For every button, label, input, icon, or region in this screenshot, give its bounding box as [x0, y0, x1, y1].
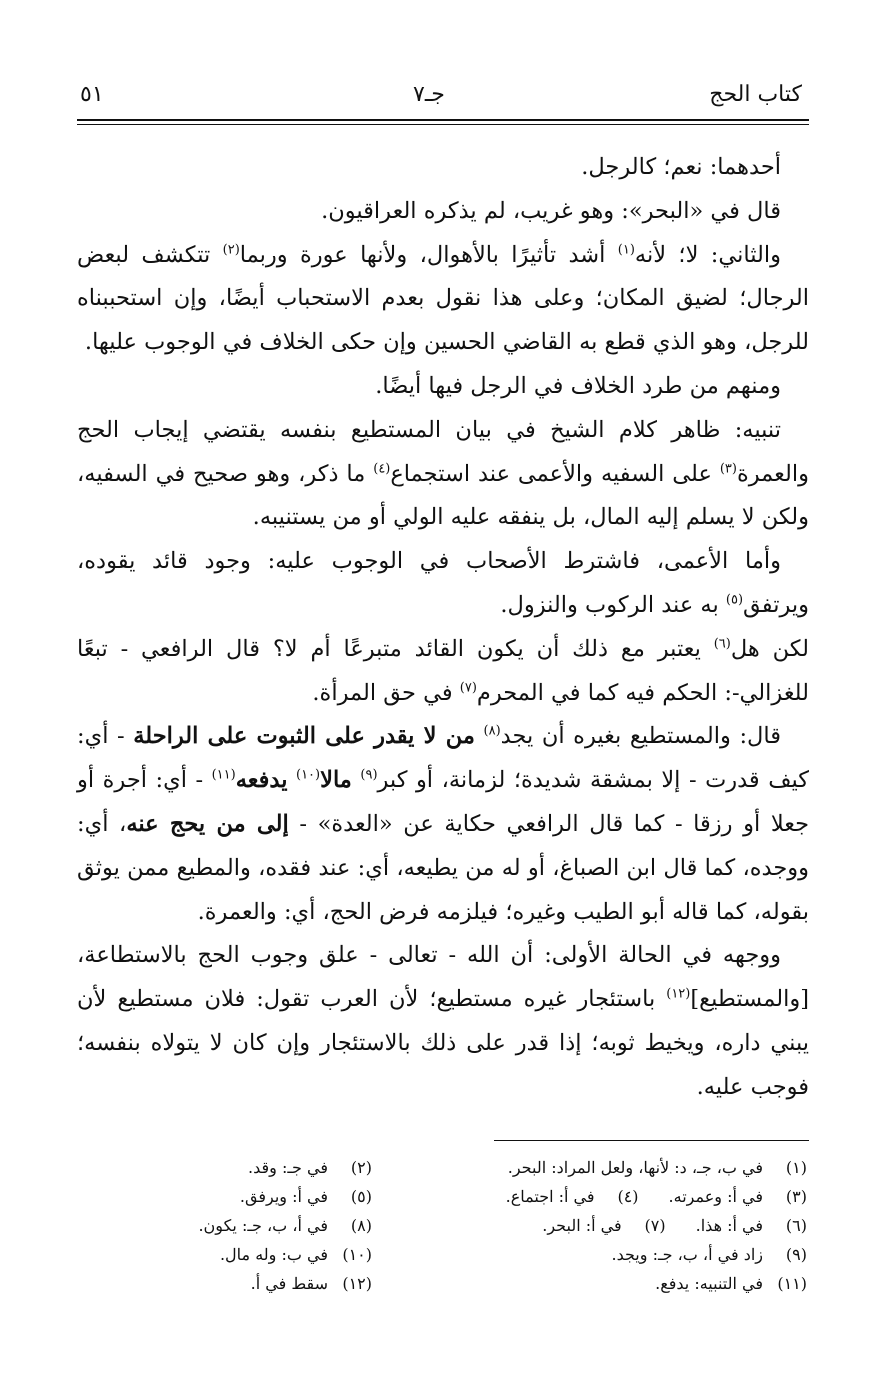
footnote-number: (١) — [785, 1158, 807, 1177]
main-text — [77, 146, 809, 1110]
paragraph — [77, 190, 809, 234]
text-run: تتكشف لبعض الرجال؛ لضيق المكان؛ وعلى هذا نقول بعدم الاستحباب أيضًا، وإن استحببناه للرجل، وهو الذي قطع به القاضي الحسين وإن حكى الخلاف في الوجوب عليها. — [77, 241, 809, 356]
footnote-line — [198, 1269, 372, 1298]
footnote-text: في ب: وله مال. — [219, 1245, 328, 1264]
footnote-number: (٦) — [785, 1216, 807, 1235]
text-run: ومنهم من طرد الخلاف في الرجل فيها أيضًا. — [375, 372, 781, 399]
text-run: وأما الأعمى، فاشترط الأصحاب في الوجوب عليه: وجود قائد يقوده، ويرتفق — [77, 548, 809, 618]
footnote-number: (١١) — [777, 1274, 807, 1293]
text-run: أحدهما: نعم؛ كالرجل. — [581, 154, 781, 180]
footnote-ref: (٧) — [459, 680, 477, 696]
bold-text: مالا — [320, 767, 352, 794]
footnote-text: زاد في أ، ب، جـ: ويجد. — [611, 1245, 763, 1264]
text-run: لكن هل — [730, 635, 809, 662]
footnote-line — [506, 1182, 807, 1211]
footnote-ref: (٥) — [725, 592, 744, 608]
paragraph — [77, 146, 809, 190]
footnote-line — [198, 1240, 372, 1269]
footnote-ref: (٢) — [222, 242, 240, 258]
footnote-line — [198, 1182, 372, 1211]
footnote-line — [506, 1211, 807, 1240]
footnote-text: في أ: البحر. — [542, 1216, 622, 1235]
footnote-text: في أ: اجتماع. — [505, 1187, 595, 1206]
bold-text: إلى من يحج عنه — [126, 810, 289, 837]
text-run: في حق المرأة. — [312, 679, 460, 706]
text-run — [287, 767, 296, 793]
text-run: - أي: أجرة أو جعلا أو رزقا - كما قال الرافعي حكاية عن «العدة» - — [77, 767, 810, 837]
text-run: على السفيه والأعمى عند استجماع — [390, 460, 720, 487]
paragraph — [77, 934, 809, 1109]
text-run: قال في «البحر»: وهو غريب، لم يذكره العراقيون. — [321, 197, 781, 224]
bold-text: من لا يقدر على الثبوت على الراحلة — [133, 723, 475, 750]
text-run: والثاني: لا؛ لأنه — [634, 241, 781, 268]
footnote-text: في أ: هذا. — [695, 1216, 763, 1235]
footnote-separator — [494, 1140, 809, 1141]
footnote-ref: (٦) — [713, 636, 731, 652]
footnote-ref: (٣) — [719, 461, 737, 477]
footnote-number: (٣) — [785, 1187, 807, 1206]
footnote-line — [506, 1269, 807, 1298]
footnote-ref: (٨) — [483, 723, 501, 739]
footnote-ref: (١٠) — [295, 767, 321, 783]
text-run — [475, 723, 484, 749]
text-run: ووجهه في الحالة الأولى: أن الله - تعالى - علق وجوب الحج بالاستطاعة، [والمستطيع] — [77, 942, 809, 1013]
footnote-ref: (٤) — [373, 461, 391, 477]
footnote-line — [506, 1153, 807, 1182]
text-run: به عند الركوب والنزول. — [500, 591, 726, 618]
text-run: تنبيه: ظاهر كلام الشيخ في بيان المستطيع بنفسه يقتضي إيجاب الحج والعمرة — [77, 416, 809, 487]
page-number: ٥١ — [80, 82, 104, 107]
text-run: يعتبر مع ذلك أن يكون القائد متبرعًا أم لا؟ قال الرافعي - تبعًا للغزالي-: الحكم فيه كما في المحرم — [77, 635, 809, 706]
footnote-ref: (٩) — [360, 767, 378, 783]
footnote-text: في ب، جـ، د: لأنها، ولعل المراد: البحر. — [507, 1158, 763, 1177]
footnote-text: في أ: ويرفق. — [239, 1187, 328, 1206]
footnotes-right-column — [506, 1153, 807, 1298]
footnote-text: في التنبيه: يدفع. — [655, 1274, 763, 1293]
text-run: قال: والمستطيع بغيره أن يجد — [500, 723, 781, 750]
footnote-line — [198, 1153, 372, 1182]
footnote-text: سقط في أ. — [250, 1274, 328, 1293]
footnote-number: (٨) — [350, 1216, 372, 1235]
footnote-number: (٩) — [785, 1245, 807, 1264]
footnote-ref: (١١) — [211, 767, 236, 783]
paragraph — [77, 409, 809, 540]
footnote-number: (٢) — [350, 1158, 372, 1177]
footnote-text: في أ: وعمرته. — [668, 1187, 763, 1206]
paragraph — [77, 715, 809, 934]
header-rule-thick — [77, 119, 809, 121]
text-run: باستئجار غيره مستطيع؛ لأن العرب تقول: فلان مستطيع لأن يبني داره، ويخيط ثوبه؛ إذا قدر على ذلك بالاستئجار وإن كان لا يتولاه بنفسه؛ فوجب عليه. — [77, 986, 809, 1100]
paragraph — [77, 628, 809, 716]
bold-text: يدفعه — [235, 767, 288, 794]
footnote-number: (١٢) — [342, 1274, 372, 1293]
text-run: ، أي: ووجده، كما قال ابن الصباغ، أو له من يطيعه، أي: عند فقده، والمطيع ممن يوثق بقوله، كما قاله أبو الطيب وغيره؛ فيلزمه فرض الحج، أي: والعمرة. — [77, 810, 809, 925]
footnote-line — [506, 1240, 807, 1269]
footnote-ref: (١٢) — [666, 986, 691, 1002]
book-title: كتاب الحج — [709, 82, 802, 107]
footnote-line — [198, 1211, 372, 1240]
header-rule-thin — [77, 124, 809, 125]
paragraph — [77, 365, 809, 409]
paragraph — [77, 234, 809, 365]
text-run: - أي: كيف قدرت - إلا بمشقة شديدة؛ لزمانة، أو كبر — [77, 723, 809, 794]
footnote-number: (١٠) — [342, 1245, 372, 1264]
volume-label: جـ٧ — [413, 82, 445, 107]
text-run: أشد تأثيرًا بالأهوال، ولأنها عورة وربما — [239, 241, 618, 268]
footnote-ref: (١) — [617, 242, 635, 258]
footnote-text: في جـ: وقد. — [248, 1158, 328, 1177]
footnote-number: (٥) — [350, 1187, 372, 1206]
footnote-number: (٤) — [617, 1187, 639, 1206]
footnotes-left-column — [198, 1153, 372, 1298]
footnote-number: (٧) — [644, 1216, 666, 1235]
text-run: ما ذكر، وهو صحيح في السفيه، ولكن لا يسلم إليه المال، بل ينفقه عليه الولي أو من يستنيبه. — [77, 460, 809, 531]
paragraph — [77, 540, 809, 628]
footnote-text: في أ، ب، جـ: يكون. — [198, 1216, 328, 1235]
